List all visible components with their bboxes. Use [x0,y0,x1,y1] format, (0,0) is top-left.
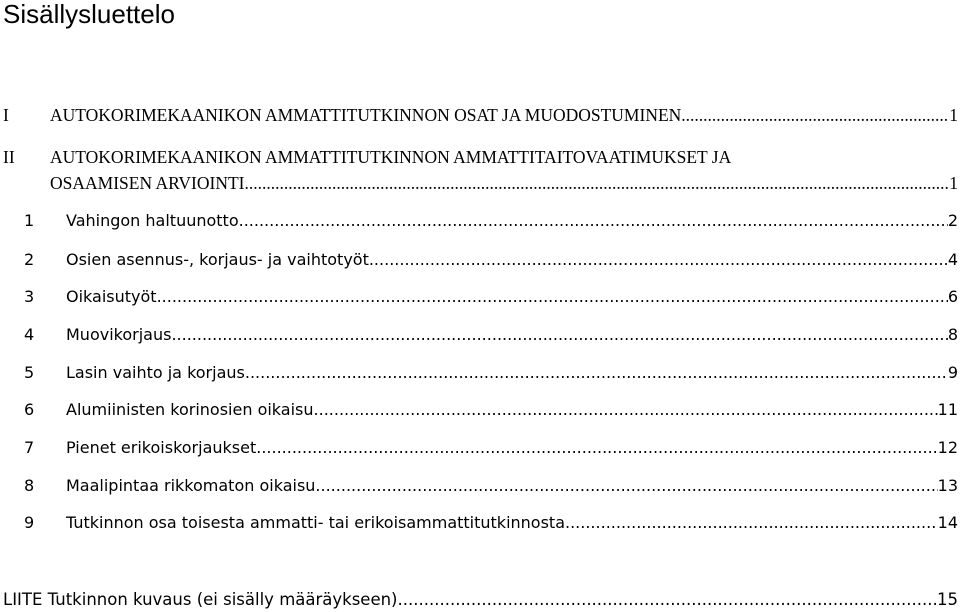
toc-entry-label: Maalipintaa rikkomaton oikaisu [66,476,316,495]
toc-entry-label: AUTOKORIMEKAANIKON AMMATTITUTKINNON OSAT JA MUODOSTUMINEN [50,105,682,125]
toc-entry-chapter-9[interactable] [0,512,958,534]
toc-entry-chapter-3[interactable] [0,286,958,308]
toc-entry-number: 8 [24,476,35,495]
toc-title: Sisällysluettelo [3,0,175,29]
toc-entry-chapter-8[interactable] [0,475,958,497]
toc-leader-dots [369,249,948,271]
toc-entry-number: 5 [24,363,35,382]
toc-leader-dots [245,362,948,384]
toc-leader-dots [398,589,938,611]
toc-entry-chapter-5[interactable] [0,362,958,384]
toc-entry-chapter-4[interactable] [0,324,958,346]
toc-entry-page: 13 [937,476,958,495]
toc-leader-dots [245,172,950,194]
toc-entry-number: 3 [24,287,35,306]
toc-entry-number: 2 [24,250,35,269]
toc-entry-label-continued: OSAAMISEN ARVIOINTI [50,173,245,193]
toc-entry-page: 1 [949,173,958,193]
toc-entry-label: Alumiinisten korinosien oikaisu [66,400,314,419]
toc-entry-label: Osien asennus-, korjaus- ja vaihtotyöt [66,250,369,269]
toc-entry-chapter-6[interactable] [0,399,958,421]
toc-entry-chapter-7[interactable] [0,437,958,459]
toc-entry-label: LIITE Tutkinnon kuvaus (ei sisälly määräykseen) [3,590,398,609]
toc-leader-dots [157,286,948,308]
toc-entry-page: 11 [937,400,958,419]
toc-leader-dots [314,399,938,421]
toc-entry-label: Lasin vaihto ja korjaus [66,363,245,382]
toc-entry-page: 15 [937,590,958,609]
toc-entry-page: 4 [947,250,958,269]
toc-entry-page: 1 [949,105,958,125]
toc-leader-dots [315,475,937,497]
toc-leader-dots [565,512,938,534]
toc-entry-part-1[interactable] [0,104,958,126]
toc-entry-number: 1 [24,211,35,230]
toc-entry-page: 9 [947,363,958,382]
toc-entry-number: 7 [24,438,35,457]
toc-entry-number: 9 [24,513,35,532]
toc-entry-page: 14 [937,513,958,532]
toc-entry-part-2[interactable] [0,146,958,168]
toc-entry-label: Muovikorjaus [66,325,172,344]
toc-leader-dots [239,210,948,232]
toc-entry-label: Vahingon haltuunotto [66,211,239,230]
toc-entry-page: 2 [947,211,958,230]
toc-entry-number: II [3,147,15,167]
toc-entry-page: 12 [937,438,958,457]
toc-leader-dots [171,324,947,346]
toc-entry-number: 4 [24,325,35,344]
toc-entry-number: 6 [24,400,35,419]
toc-entry-chapter-1[interactable] [0,210,958,232]
toc-leader-dots [256,437,937,459]
toc-entry-number: I [3,105,9,125]
toc-leader-dots [681,104,949,126]
toc-entry-label: Tutkinnon osa toisesta ammatti- tai erikoisammattitutkinnosta [66,513,565,532]
toc-entry-page: 6 [947,287,958,306]
toc-entry-page: 8 [947,325,958,344]
toc-entry-label: Pienet erikoiskorjaukset [66,438,257,457]
toc-entry-part-2-continued[interactable] [50,172,958,194]
toc-entry-label: AUTOKORIMEKAANIKON AMMATTITUTKINNON AMMATTITAITOVAATIMUKSET JA [50,147,732,167]
toc-entry-chapter-2[interactable] [0,249,958,271]
toc-entry-appendix[interactable] [0,589,958,611]
toc-entry-label: Oikaisutyöt [66,287,157,306]
